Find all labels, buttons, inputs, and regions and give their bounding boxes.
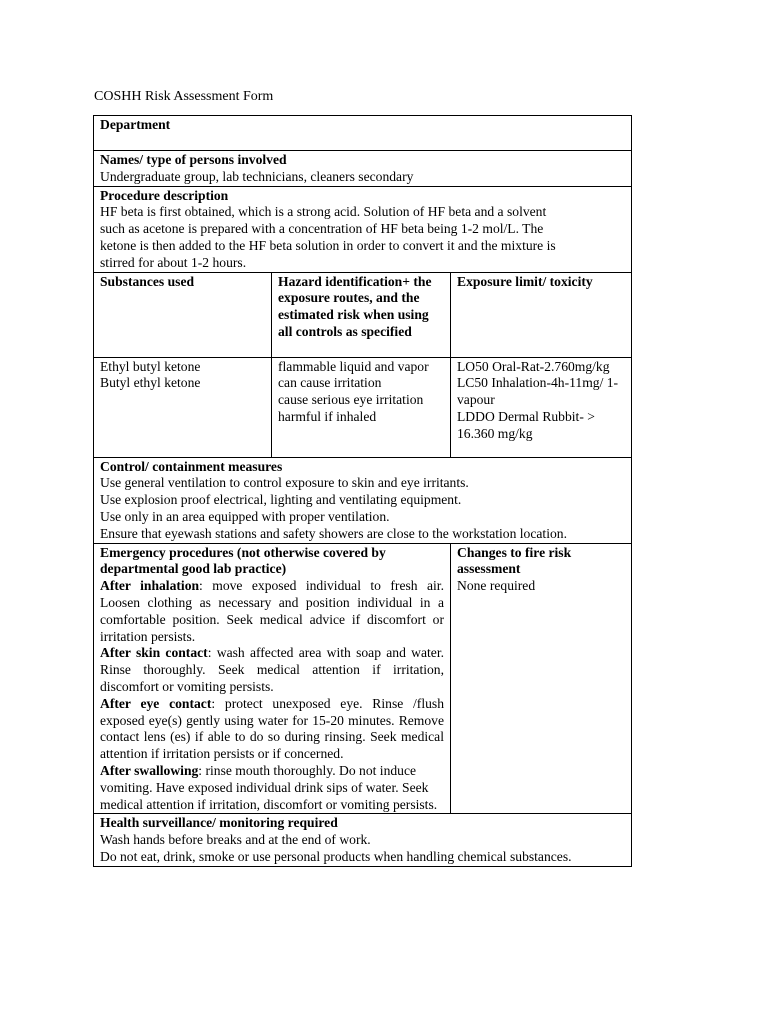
procedure-line: stirred for about 1-2 hours. — [100, 254, 247, 270]
hazard-item: cause serious eye irritation — [278, 392, 424, 408]
procedure-label: Procedure description — [100, 187, 229, 203]
hazard-item: can cause irritation — [278, 375, 382, 391]
department-cell — [94, 116, 632, 151]
health-item: Wash hands before breaks and at the end of work. — [100, 832, 371, 848]
emergency-section — [100, 696, 444, 763]
control-item: Use explosion proof electrical, lighting and ventilating equipment. — [100, 492, 462, 508]
persons-label: Names/ type of persons involved — [100, 152, 287, 167]
hazard-item: flammable liquid and vapor — [278, 358, 429, 374]
persons-cell — [94, 151, 632, 187]
hazard-header: Hazard identification+ the exposure routes, and the estimated risk when using all controls as specified — [272, 272, 451, 357]
persons-value: Undergraduate group, lab technicians, cleaners secondary — [100, 168, 414, 184]
fire-risk-label: Changes to fire risk assessment — [457, 544, 572, 577]
emergency-section — [100, 645, 444, 695]
procedure-line: HF beta is first obtained, which is a strong acid. Solution of HF beta and a solvent — [100, 204, 547, 220]
exposure-limit: LDDO Dermal Rubbit- > 16.360 mg/kg — [457, 408, 595, 441]
control-item: Use general ventilation to control exposure to skin and eye irritants. — [100, 475, 469, 491]
emergency-section — [100, 578, 444, 645]
emergency-section-text: : wash affected area with soap and water. Rinse thoroughly. Seek medical attention if irritation, discomfort or vomiting persists. — [100, 645, 444, 694]
substance-name: Ethyl butyl ketone — [100, 358, 201, 374]
substances-header-row — [94, 272, 632, 357]
exposure-limit: LC50 Inhalation-4h-11mg/ 1- vapour — [457, 375, 619, 408]
control-item: Use only in an area equipped with proper ventilation. — [100, 508, 390, 524]
emergency-section-heading: After inhalation — [100, 578, 200, 594]
exposure-header: Exposure limit/ toxicity — [451, 272, 632, 357]
control-cell — [94, 457, 632, 543]
emergency-section — [100, 763, 444, 813]
emergency-section-text: : rinse mouth thoroughly. Do not induce vomiting. Have exposed individual drink sips of water. Seek medical attention if irritation, discomfort or vomiting persists. — [100, 762, 438, 812]
emergency-section-heading: After swallowing — [100, 762, 199, 778]
procedure-row — [94, 186, 632, 272]
emergency-row — [94, 543, 632, 814]
exposure-limits-cell — [451, 357, 632, 457]
substance-name: Butyl ethyl ketone — [100, 375, 201, 391]
health-item: Do not eat, drink, smoke or use personal products when handling chemical substances. — [100, 848, 572, 864]
department-row — [94, 116, 632, 151]
department-label: Department — [100, 117, 171, 132]
persons-row — [94, 151, 632, 187]
emergency-section-text: : protect unexposed eye. Rinse /flush exposed eye(s) gently using water for 15-20 minutes. Remove contact lens (es) if able to do so during rinsing. Seek medical attention if irritation persists or if concerned. — [100, 695, 444, 762]
procedure-line: ketone is then added to the HF beta solution in order to convert it and the mixture is — [100, 237, 556, 253]
substances-body-row — [94, 357, 632, 457]
emergency-section-text: : move exposed individual to fresh air. Loosen clothing as necessary and position individual in a comfortable position. Seek medical advice if discomfort or irritation persists. — [100, 578, 444, 644]
procedure-cell — [94, 186, 632, 272]
control-label: Control/ containment measures — [100, 458, 283, 474]
health-label: Health surveillance/ monitoring required — [100, 815, 338, 831]
emergency-cell — [94, 543, 451, 814]
health-row — [94, 814, 632, 866]
form-title: COSHH Risk Assessment Form — [94, 89, 274, 104]
fire-risk-cell — [451, 543, 632, 814]
hazards-cell — [272, 357, 451, 457]
health-cell — [94, 814, 632, 866]
emergency-label: Emergency procedures (not otherwise covered by departmental good lab practice) — [100, 544, 386, 577]
fire-risk-value: None required — [457, 578, 536, 594]
control-item: Ensure that eyewash stations and safety showers are close to the workstation location. — [100, 525, 567, 541]
control-row — [94, 457, 632, 543]
risk-assessment-table — [93, 115, 632, 867]
emergency-section-heading: After eye contact — [100, 695, 212, 711]
exposure-limit: LO50 Oral-Rat-2.760mg/kg — [457, 358, 610, 374]
substance-names-cell — [94, 357, 272, 457]
hazard-item: harmful if inhaled — [278, 408, 377, 424]
emergency-section-heading: After skin contact — [100, 645, 208, 661]
substances-header: Substances used — [94, 272, 272, 357]
procedure-line: such as acetone is prepared with a concentration of HF beta being 1-2 mol/L. The — [100, 221, 544, 237]
